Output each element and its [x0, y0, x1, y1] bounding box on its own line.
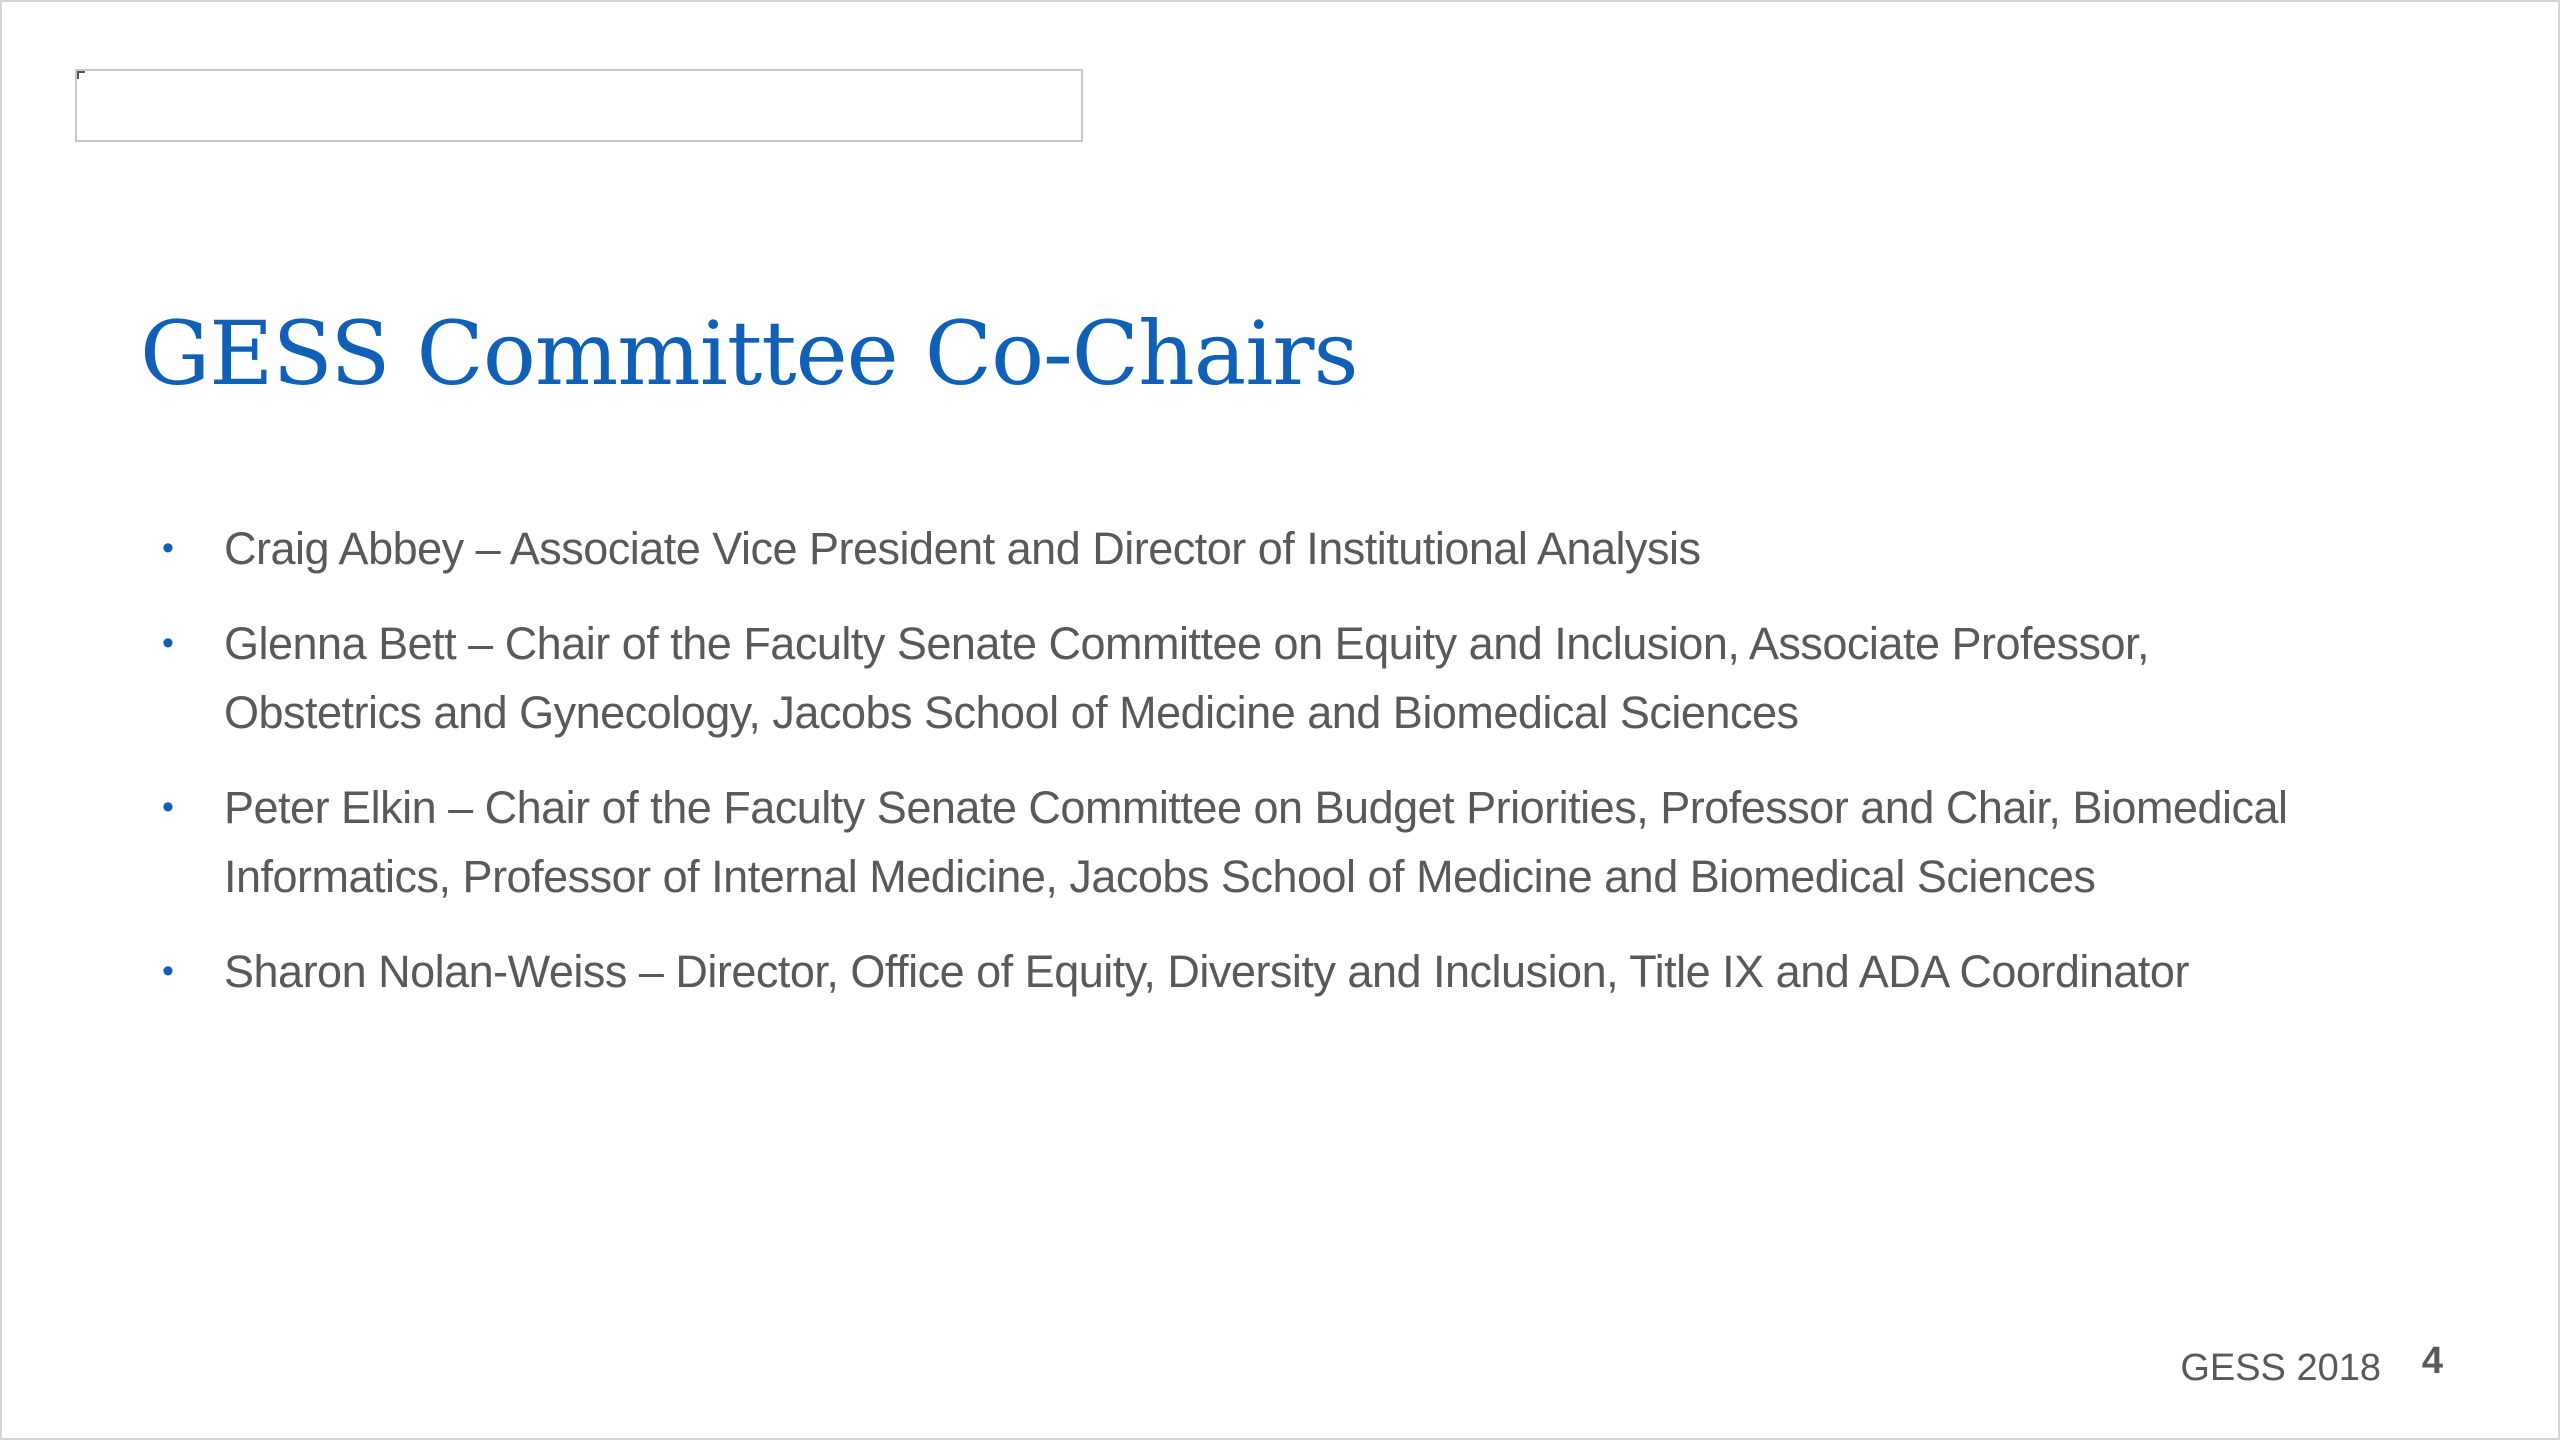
image-placeholder-icon — [77, 71, 85, 79]
footer-label: GESS 2018 — [2180, 1347, 2381, 1389]
bullet-text: Craig Abbey – Associate Vice President and Director of Institutional Analysis — [224, 523, 1701, 574]
image-placeholder-box — [75, 69, 1083, 142]
bullet-icon: • — [162, 624, 174, 662]
bullet-text: Peter Elkin – Chair of the Faculty Senate Committee on Budget Priorities, Professor and Chair, Biomedical Informatics, Professor of Internal Medicine, Jacobs School of Medicine and Biomedical Sciences — [224, 782, 2288, 902]
list-item — [162, 773, 2302, 911]
slide-title: GESS Committee Co-Chairs — [140, 302, 1358, 405]
bullet-list — [162, 514, 2302, 1032]
list-item — [162, 514, 2302, 583]
bullet-icon: • — [162, 529, 174, 567]
list-item — [162, 937, 2302, 1006]
bullet-icon: • — [162, 952, 174, 990]
page-number: 4 — [2421, 1340, 2443, 1382]
bullet-icon: • — [162, 788, 174, 826]
bullet-text: Glenna Bett – Chair of the Faculty Senate Committee on Equity and Inclusion, Associate Professor, Obstetrics and Gynecology, Jacobs School of Medicine and Biomedical Sciences — [224, 618, 2150, 738]
bullet-text: Sharon Nolan-Weiss – Director, Office of Equity, Diversity and Inclusion, Title IX and ADA Coordinator — [224, 946, 2189, 997]
list-item — [162, 609, 2302, 747]
